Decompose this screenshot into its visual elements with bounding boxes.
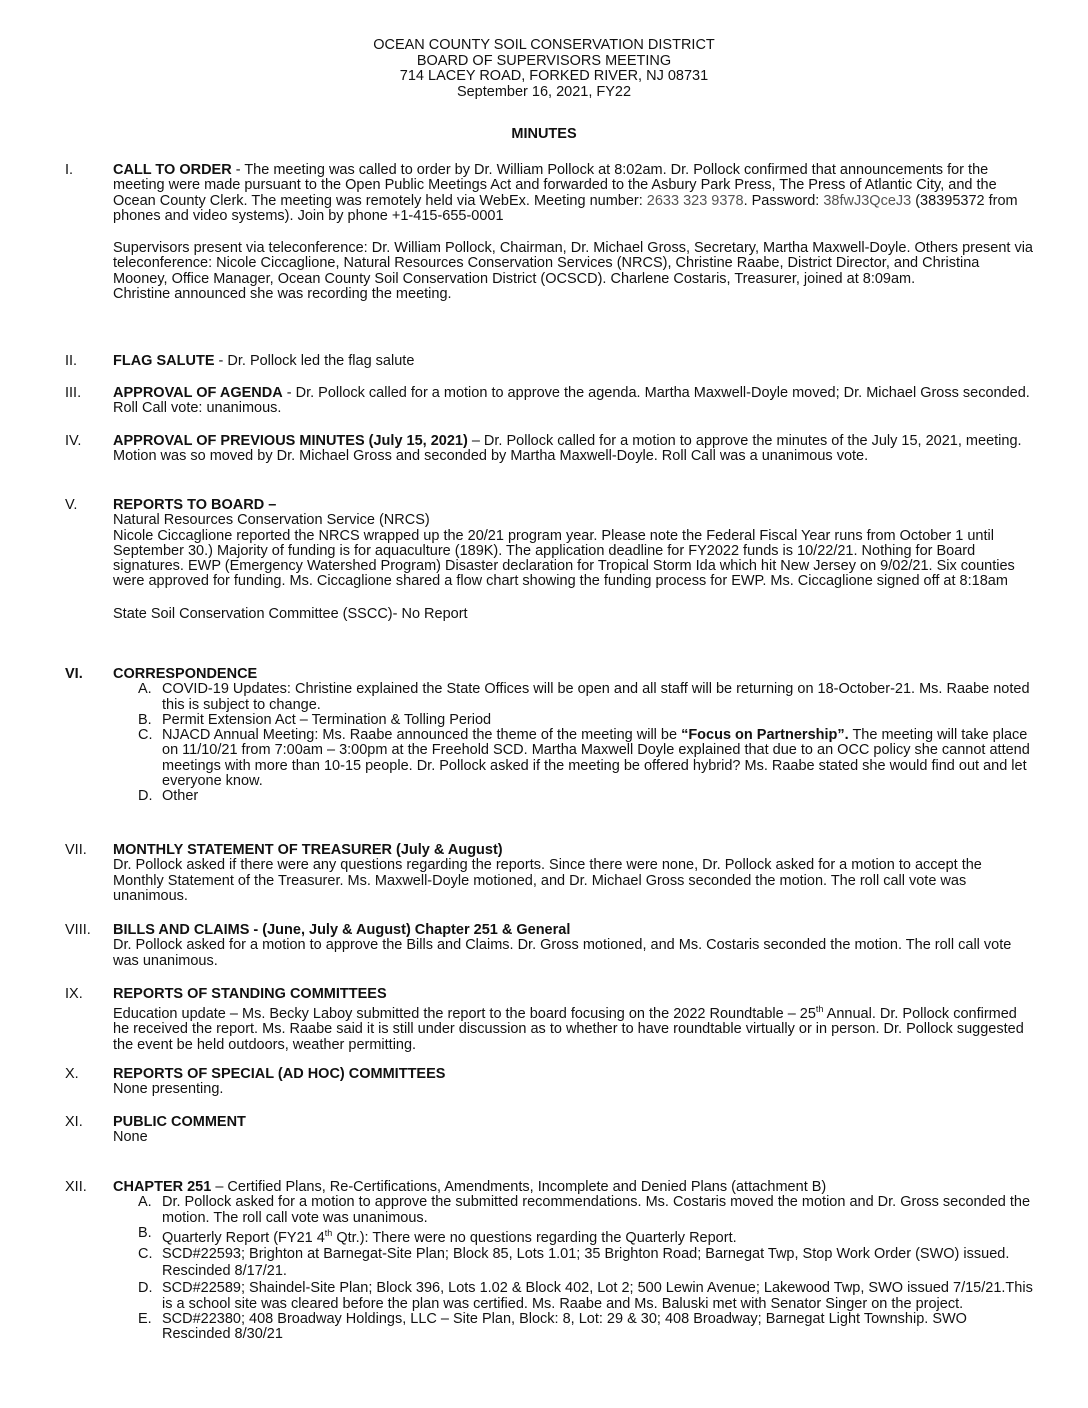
list-item [138,728,1035,789]
item-text: SCD#22593; Brighton at Barnegat-Site Plan; Block 85, Lots 1.01; 35 Brighton Road; Barnegat Twp, Stop Work Order (SWO) issued. Rescinded 8/17/21. [162,1246,1010,1280]
section-public-comment [65,1115,1035,1146]
section-text: None presenting. [113,1081,224,1098]
item-label: D. [138,788,153,805]
meeting-theme: “Focus on Partnership”. [681,727,849,744]
nrcs-report: Nicole Ciccaglione reported the NRCS wrapped up the 20/21 program year. Please note the Federal Fiscal Year runs from October 1 until September 30.) Majority of funding is for aquaculture (189K). The application deadline for FY2022 funds is 10/22/21. Nothing for Board signatures. EWP (Emergency Watershed Program) Disaster declaration for Tropical Storm Ida which hit New Jersey on 9/02/21. Six counties were approved for funding. Ms. Ciccaglione shared a flow chart showing the funding process for EWP. Ms. Ciccaglione signed off at 8:18am [113,527,1015,590]
phone-text: (38395372 from phones and video systems). Join by phone +1-415-655-0001 [113,192,1018,224]
item-text: SCD#22380; 408 Broadway Holdings, LLC – Site Plan, Block: 8, Lot: 29 & 30; 408 Broadway; Barnegat Light Township. SWO Rescinded 8/30/21 [162,1311,967,1343]
section-title: CALL TO ORDER [113,162,232,178]
list-item [138,1195,1035,1226]
section-number: VII. [65,842,87,858]
section-chapter-251 [65,1180,1035,1343]
section-title: CORRESPONDENCE [113,666,258,682]
list-item [138,1280,1035,1312]
call-to-order-paragraph [113,163,1035,224]
section-number: II. [65,353,78,369]
section-text: – Dr. Pollock called for a motion to approve the minutes of the July 15, 2021, meeting. Motion was so moved by Dr. Michael Gross and seconded by Martha Maxwell-Doyle. Roll Call was a unanimous vote. [113,433,1022,465]
item-text: COVID-19 Updates: Christine explained the State Offices will be open and all staff will be returning on 18-October-21. Ms. Raabe noted this is subject to change. [162,681,1030,713]
section-correspondence [65,667,1035,805]
section-text: – Certified Plans, Re-Certifications, Amendments, Incomplete and Denied Plans (attachment B) [211,1179,827,1195]
section-title: REPORTS TO BOARD – [113,497,277,513]
sscc-report: State Soil Conservation Committee (SSCC)- No Report [113,605,468,622]
section-title: CHAPTER 251 [113,1179,212,1195]
item-text: Other [162,788,199,805]
education-update: Education update – Ms. Becky Laboy submitted the report to the board focusing on the 2022 Roundtable – 25 [113,1006,816,1023]
section-reports-to-board [65,498,1035,622]
list-item [138,713,1035,728]
section-text: Dr. Pollock asked if there were any questions regarding the reports. Since there were none, Dr. Pollock asked for a motion to accept the Monthly Statement of the Treasurer. Ms. Maxwell-Doyle motioned, and Dr. Michael Gross seconded the motion. The roll call vote was unanimous. [113,857,982,904]
item-label: A. [138,681,152,698]
ordinal-suffix: th [815,1004,824,1015]
section-text: None [113,1129,148,1146]
section-title: APPROVAL OF AGENDA [113,385,283,401]
list-item [138,789,1035,804]
item-label: B. [138,1224,152,1241]
section-special-committees [65,1067,1035,1098]
section-text: - Dr. Pollock led the flag salute [214,353,415,369]
section-approval-agenda [65,386,1035,417]
recording-note: Christine announced she was recording the meeting. [113,286,452,303]
document-header [0,38,1088,100]
section-title: REPORTS OF SPECIAL (AD HOC) COMMITTEES [113,1066,446,1082]
header-date: September 16, 2021, FY22 [456,83,632,100]
chapter-251-heading [113,1180,1035,1195]
item-label: D. [138,1280,153,1297]
section-title: PUBLIC COMMENT [113,1114,246,1130]
section-number: VIII. [65,922,91,938]
item-text: Quarterly Report (FY21 4 [162,1229,325,1246]
section-number: I. [65,162,74,178]
header-address: 714 LACEY ROAD, FORKED RIVER, NJ 08731 [399,68,709,84]
section-number: VI. [65,666,83,682]
section-text: - Dr. Pollock called for a motion to approve the agenda. Martha Maxwell-Doyle moved; Dr. Michael Gross seconded. Roll Call vote: unanimous. [113,385,1030,417]
section-number: V. [65,497,78,513]
section-title: APPROVAL OF PREVIOUS MINUTES (July 15, 2021) [113,433,468,449]
item-label: C. [138,1246,153,1263]
item-label: E. [138,1311,152,1328]
password-label: . Password: [743,192,824,209]
section-number: IX. [65,986,83,1002]
call-to-order-text: - The meeting was called to order by Dr. William Pollock at 8:02am. Dr. Pollock confirmed that announcements for the meeting were made pursuant to the Open Public Meetings Act and forwarded to the Asbury Park Press, The Press of Atlantic City, and the Ocean County Clerk. The meeting was remotely held via WebEx. Meeting number: [113,162,997,209]
meeting-number: 2633 323 9378 [646,192,744,209]
list-item [138,1312,1035,1343]
education-update-cont: Annual. Dr. Pollock confirmed he received the report. Ms. Raabe said it is still under discussion as to whether to have roundtable virtually or in person. Dr. Pollock suggested the event be held outdoors, weather permitting. [113,1006,1024,1053]
section-number: XI. [65,1114,83,1130]
section-call-to-order [65,163,1035,302]
attendance-paragraph: Supervisors present via teleconference: Dr. William Pollock, Chairman, Dr. Michael Gross, Secretary, Martha Maxwell-Doyle. Others present via teleconference: Nicole Ciccaglione, Natural Resources Conservation Services (NRCS), Christine Raabe, District Director, and Christina Mooney, Office Manager, Ocean County Soil Conservation District (OCSCD). Charlene Costaris, Treasurer, joined at 8:09am. [113,240,1033,287]
item-text: NJACD Annual Meeting: Ms. Raabe announced the theme of the meeting will be [162,727,682,744]
section-standing-committees [65,987,1035,1053]
ordinal-suffix: th [324,1227,333,1238]
section-approval-minutes [65,434,1035,465]
section-title: BILLS AND CLAIMS - (June, July & August) Chapter 251 & General [113,922,571,938]
section-title: REPORTS OF STANDING COMMITTEES [113,986,387,1002]
section-number: IV. [65,433,82,449]
item-text-cont: Qtr.): There were no questions regarding the Quarterly Report. [332,1229,737,1246]
item-text: Permit Extension Act – Termination & Tolling Period [162,711,492,728]
section-number: XII. [65,1179,87,1195]
item-label: C. [138,727,153,744]
item-text-cont: The meeting will take place on 11/10/21 from 7:00am – 3:00pm at the Freehold SCD. Martha Maxwell Doyle explained that due to an OCC policy she cannot attend meetings with more than 10-15 people. Dr. Pollock asked if the meeting be offered hybrid? Ms. Raabe stated she would find out and let everyone know. [162,727,1030,790]
header-org: OCEAN COUNTY SOIL CONSERVATION DISTRICT [373,37,715,53]
header-board: BOARD OF SUPERVISORS MEETING [416,52,672,69]
section-title: FLAG SALUTE [113,353,215,369]
item-label: B. [138,711,152,728]
list-item [138,682,1035,713]
section-title: MONTHLY STATEMENT OF TREASURER (July & August) [113,842,503,858]
nrcs-heading: Natural Resources Conservation Service (NRCS) [113,512,430,529]
item-text: SCD#22589; Shaindel-Site Plan; Block 396, Lots 1.02 & Block 402, Lot 2; 500 Lewin Avenue; Lakewood Twp, SWO issued 7/15/21.This is a school site was cleared before the plan was certified. Ms. Raabe and Ms. Baluski met with Senator Singer on the project. [162,1280,1033,1313]
list-item [138,1246,1035,1280]
list-item [138,1226,1035,1246]
section-text: Dr. Pollock asked for a motion to approve the Bills and Claims. Dr. Gross motioned, and Ms. Costaris seconded the motion. The roll call vote was unanimous. [113,937,1012,969]
section-number: X. [65,1066,79,1082]
item-text: Dr. Pollock asked for a motion to approve the submitted recommendations. Ms. Costaris moved the motion and Dr. Gross seconded the motion. The roll call vote was unanimous. [162,1194,1031,1226]
section-treasurer-statement [65,843,1035,904]
section-flag-salute [65,354,1035,369]
item-label: A. [138,1194,152,1211]
section-bills-claims [65,923,1035,969]
section-text [113,1002,1035,1053]
section-number: III. [65,385,82,401]
meeting-password: 38fwJ3QceJ3 [823,192,912,209]
minutes-title: MINUTES [511,126,577,142]
